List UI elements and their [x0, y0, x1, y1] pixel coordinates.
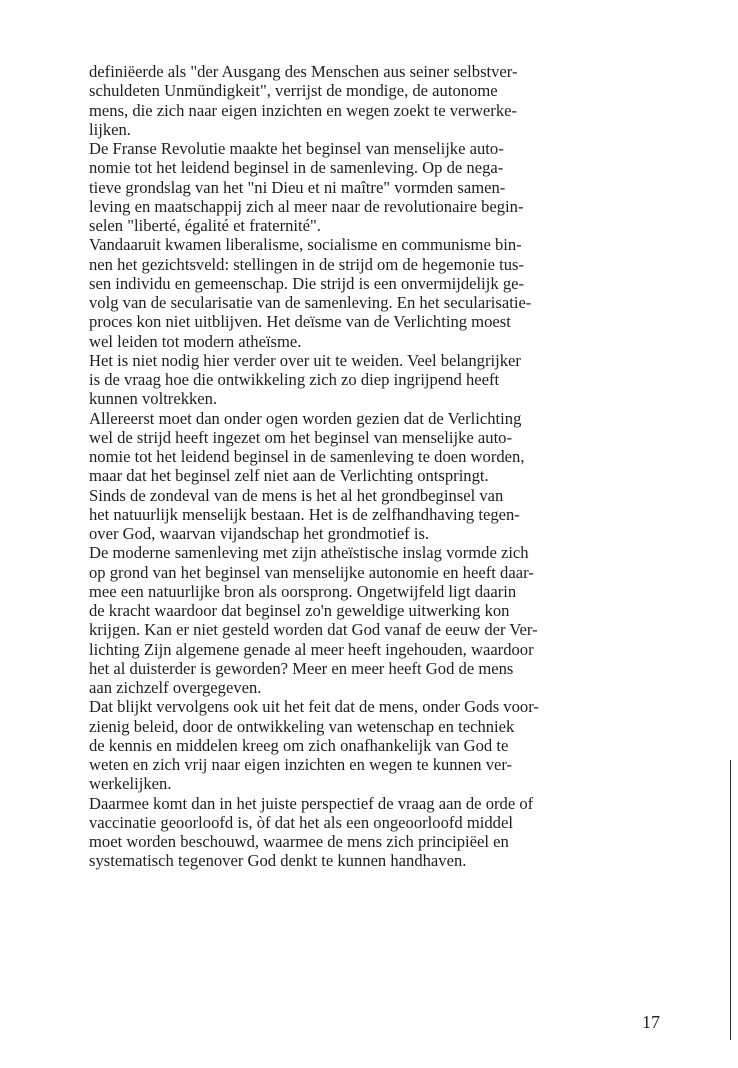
text-line: moet worden beschouwd, waarmee de mens zich principiëel en — [89, 832, 509, 851]
text-line: krijgen. Kan er niet gesteld worden dat God vanaf de eeuw der Ver- — [89, 620, 538, 640]
text-line: de kennis en middelen kreeg om zich onafhankelijk van God te — [89, 735, 509, 755]
text-line: proces kon niet uitblijven. Het deïsme van de Verlichting moest — [89, 312, 511, 332]
paragraph — [89, 139, 689, 235]
text-line: op grond van het beginsel van menselijke autonomie en heeft daar- — [89, 562, 534, 582]
text-line: De moderne samenleving met zijn atheïstische inslag vormde zich — [89, 543, 529, 563]
text-line: schuldeten Unmündigkeit", verrijst de mondige, de autonome — [89, 81, 498, 101]
text-line: Sinds de zondeval van de mens is het al het grondbeginsel van — [89, 485, 504, 505]
paragraph — [89, 351, 689, 409]
text-line: werkelijken. — [89, 774, 172, 794]
text-line: Dat blijkt vervolgens ook uit het feit dat de mens, onder Gods voor- — [89, 697, 539, 717]
text-line: zienig beleid, door de ontwikkeling van wetenschap en techniek — [89, 716, 515, 736]
text-line: Vandaaruit kwamen liberalisme, socialisme en communisme bin- — [89, 235, 522, 255]
text-line: systematisch tegenover God denkt te kunnen handhaven. — [89, 851, 467, 871]
page-edge-shadow — [730, 760, 731, 1040]
text-line: is de vraag hoe die ontwikkeling zich zo diep ingrijpend heeft — [89, 370, 500, 389]
text-line: de kracht waardoor dat beginsel zo'n geweldige uitwerking kon — [89, 601, 510, 620]
text-line: over God, waarvan vijandschap het grondmotief is. — [89, 524, 430, 543]
text-line: leving en maatschappij zich al meer naar de revolutionaire begin- — [89, 196, 524, 216]
text-line: tieve grondslag van het "ni Dieu et ni maître" vormden samen- — [89, 177, 506, 197]
text-line: definiëerde als "der Ausgang des Menschen aus seiner selbstver- — [89, 62, 518, 81]
text-line: selen "liberté, égalité et fraternité". — [89, 216, 321, 235]
text-line: volg van de secularisatie van de samenleving. En het secularisatie- — [89, 293, 532, 312]
text-line: lichting Zijn algemene genade al meer heeft ingehouden, waardoor — [89, 639, 534, 659]
text-line: het natuurlijk menselijk bestaan. Het is de zelfhandhaving tegen- — [89, 504, 520, 524]
text-line: vaccinatie geoorloofd is, òf dat het als een ongeoorloofd middel — [89, 812, 513, 832]
text-line: aan zichzelf overgegeven. — [89, 678, 262, 697]
body-text — [89, 62, 689, 871]
text-line: Daarmee komt dan in het juiste perspectief de vraag aan de orde of — [89, 793, 534, 813]
text-line: nomie tot het leidend beginsel in de samenleving te doen worden, — [89, 447, 525, 466]
text-line: wel de strijd heeft ingezet om het beginsel van menselijke auto- — [89, 427, 513, 447]
text-line: mens, die zich naar eigen inzichten en wegen zoekt te verwerke- — [89, 100, 518, 120]
paragraph — [89, 409, 689, 486]
text-line: het al duisterder is geworden? Meer en meer heeft God de mens — [89, 658, 514, 678]
text-line: nen het gezichtsveld: stellingen in de strijd om de hegemonie tus- — [89, 254, 525, 274]
text-line: lijken. — [89, 119, 131, 139]
text-line: mee een natuurlijke bron als oorsprong. Ongetwijfeld ligt daarin — [89, 581, 517, 601]
paragraph — [89, 697, 689, 793]
text-line: sen individu en gemeenschap. Die strijd is een onvermijdelijk ge- — [89, 273, 525, 293]
paragraph — [89, 62, 689, 139]
page-number: 17 — [642, 1012, 660, 1032]
text-line: weten en zich vrij naar eigen inzichten en wegen te kunnen ver- — [89, 755, 513, 774]
text-line: nomie tot het leidend beginsel in de samenleving. Op de nega- — [89, 158, 504, 178]
text-line: wel leiden tot modern atheïsme. — [89, 331, 302, 351]
paragraph — [89, 486, 689, 544]
text-line: Allereerst moet dan onder ogen worden gezien dat de Verlichting — [89, 408, 522, 428]
text-line: kunnen voltrekken. — [89, 389, 218, 409]
paragraph — [89, 235, 689, 351]
paragraph — [89, 794, 689, 871]
text-line: Het is niet nodig hier verder over uit te weiden. Veel belangrijker — [89, 350, 521, 370]
text-line: De Franse Revolutie maakte het beginsel van menselijke auto- — [89, 139, 504, 158]
paragraph — [89, 543, 689, 697]
text-line: maar dat het beginsel zelf niet aan de Verlichting ontspringt. — [89, 466, 489, 486]
